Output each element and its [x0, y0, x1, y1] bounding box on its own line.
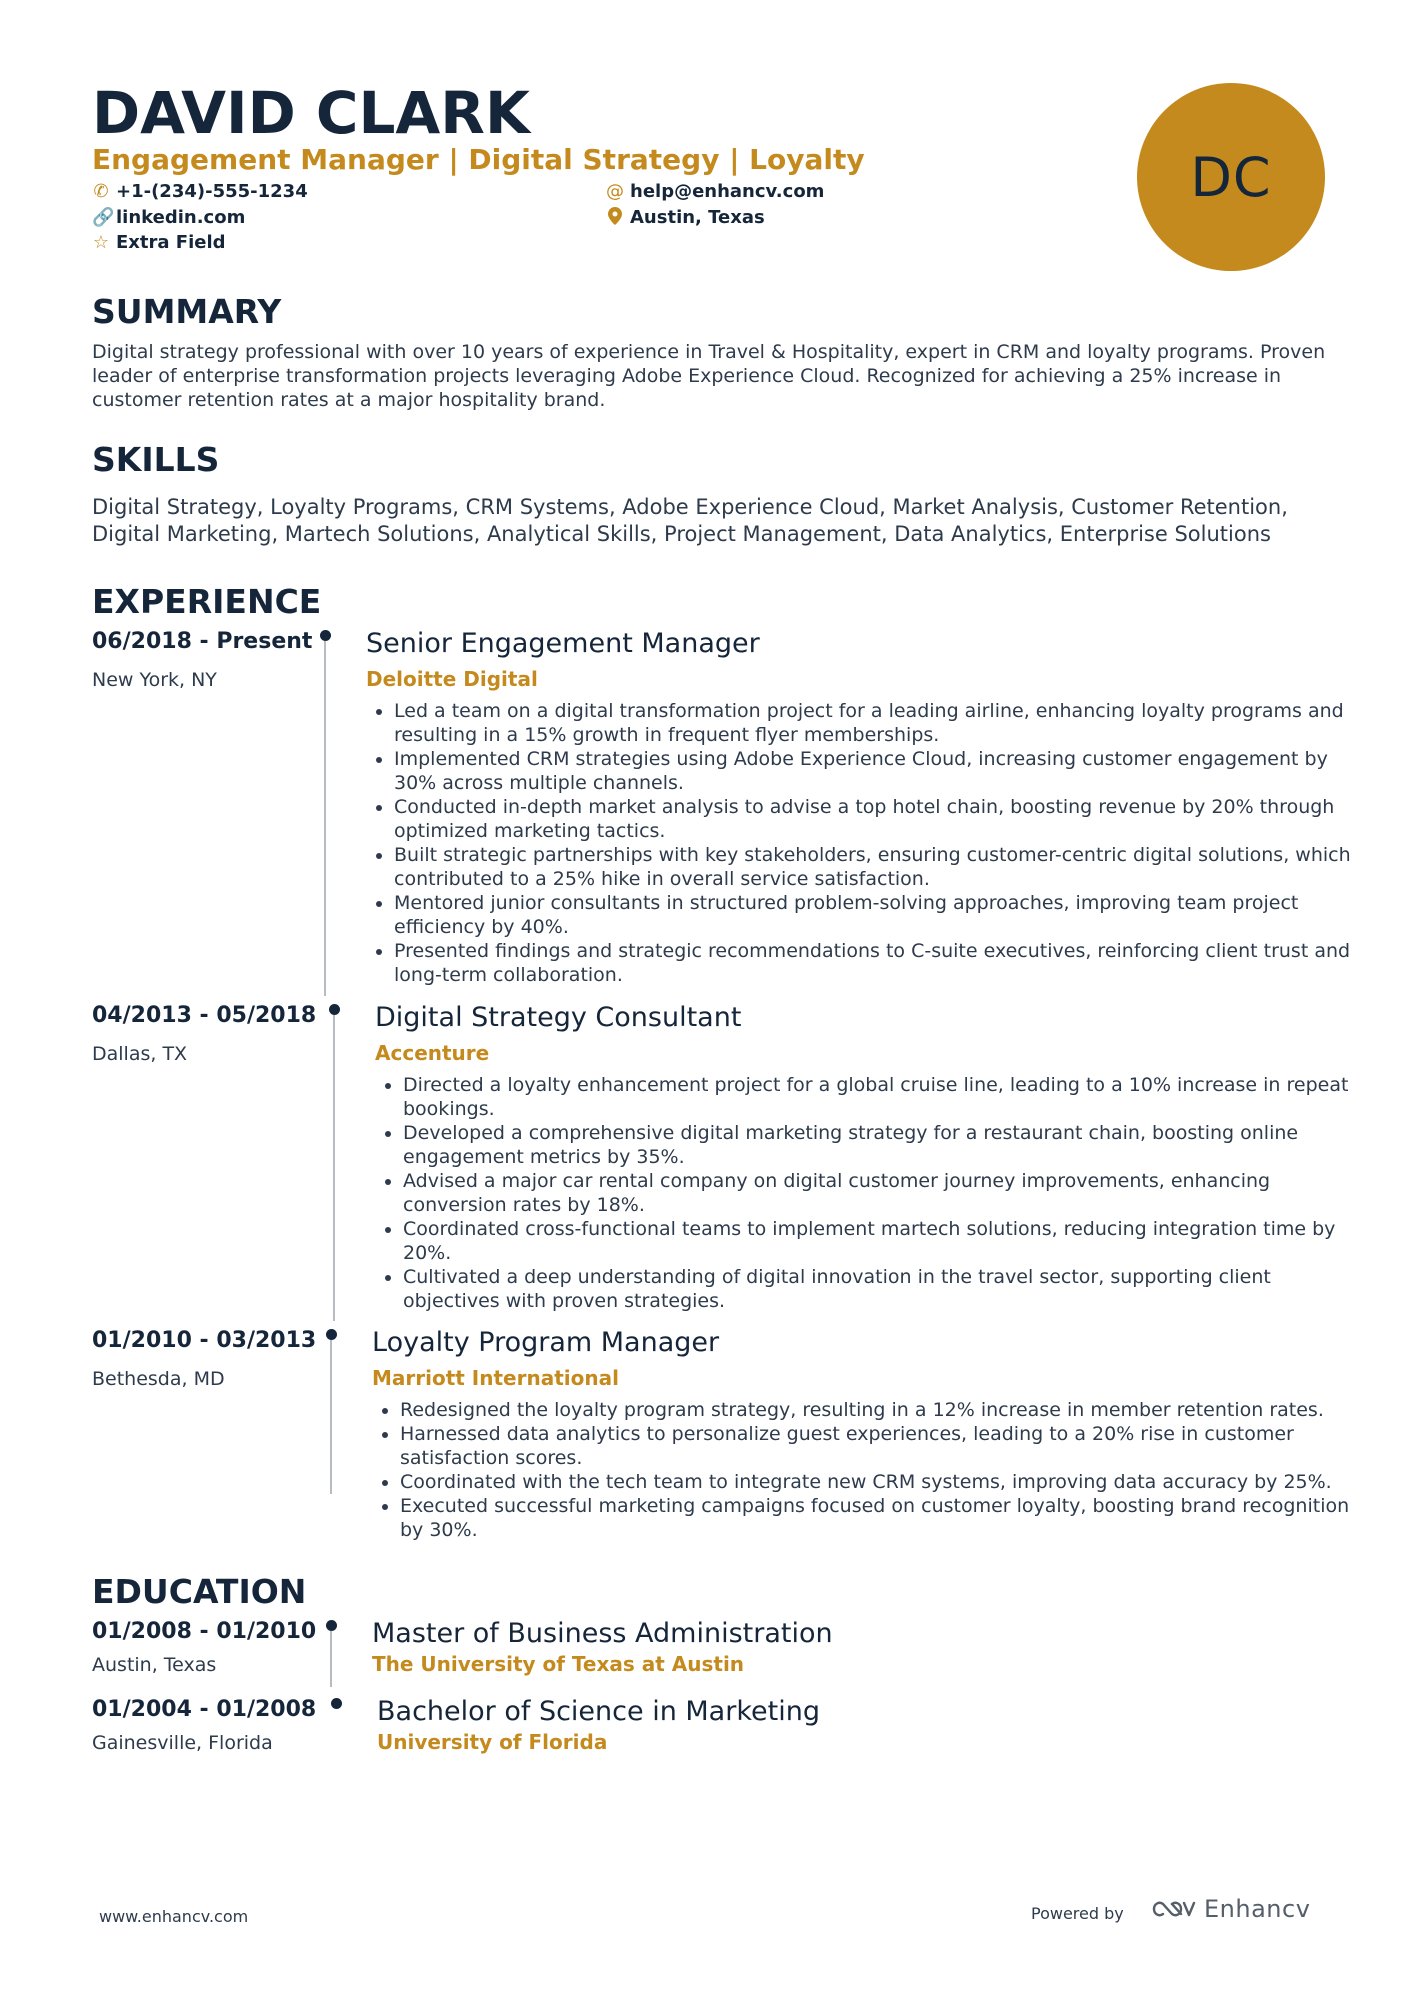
job-bullet: • Mentored junior consultants in structured problem-solving approaches, improving team project efficiency by 40%. — [394, 891, 1360, 939]
job-bullet: • Developed a comprehensive digital marketing strategy for a restaurant chain, boosting online engagement metrics by 35%. — [403, 1121, 1360, 1169]
contact-location — [606, 206, 765, 230]
job-bullet: • Harnessed data analytics to personalize guest experiences, leading to a 20% rise in customer satisfaction scores. — [400, 1422, 1360, 1470]
contact-email[interactable] — [606, 180, 824, 204]
job-bullet: • Cultivated a deep understanding of digital innovation in the travel sector, supporting client objectives with proven strategies. — [403, 1265, 1360, 1313]
job-role: Digital Strategy Consultant — [375, 1002, 742, 1033]
contact-extra — [92, 231, 226, 255]
education-school: The University of Texas at Austin — [372, 1652, 745, 1676]
experience-title: EXPERIENCE — [92, 582, 322, 621]
timeline-dot — [329, 1004, 340, 1015]
extra-text: Extra Field — [116, 232, 226, 253]
job-bullet: • Led a team on a digital transformation project for a leading airline, enhancing loyalty programs and resulting in a 15% growth in frequent flyer memberships. — [394, 699, 1360, 747]
link-icon: 🔗 — [92, 207, 115, 228]
job-bullet: • Implemented CRM strategies using Adobe Experience Cloud, increasing customer engagement by 30% across multiple channels. — [394, 747, 1360, 795]
linkedin-text: linkedin.com — [116, 207, 246, 228]
job-dates: 01/2010 - 03/2013 — [92, 1328, 317, 1353]
job-role: Senior Engagement Manager — [366, 628, 760, 659]
star-icon: ☆ — [92, 232, 110, 253]
timeline-line — [330, 1340, 332, 1494]
job-company: Accenture — [375, 1041, 490, 1065]
summary-title: SUMMARY — [92, 292, 282, 331]
avatar-initials: DC — [1190, 145, 1272, 209]
education-dates: 01/2004 - 01/2008 — [92, 1697, 317, 1722]
job-bullet: • Executed successful marketing campaigns focused on customer loyalty, boosting brand recognition by 30%. — [400, 1494, 1360, 1542]
avatar — [1137, 83, 1325, 271]
job-bullet: • Advised a major car rental company on digital customer journey improvements, enhancing conversion rates by 18%. — [403, 1169, 1360, 1217]
contact-linkedin[interactable] — [92, 206, 245, 230]
education-location: Austin, Texas — [92, 1654, 217, 1676]
job-company: Deloitte Digital — [366, 667, 538, 691]
candidate-name: DAVID CLARK — [92, 79, 530, 147]
education-title: EDUCATION — [92, 1572, 307, 1611]
candidate-headline: Engagement Manager | Digital Strategy | Loyalty — [92, 143, 865, 176]
timeline-dot — [326, 1620, 337, 1631]
skills-text: Digital Strategy, Loyalty Programs, CRM Systems, Adobe Experience Cloud, Market Analysis, Customer Retention, Digital Marketing, Martech Solutions, Analytical Skills, Project Management, Data Analytics, Enterprise Solutions — [92, 495, 1288, 546]
job-company: Marriott International — [372, 1366, 619, 1390]
job-bullets — [370, 699, 1360, 987]
summary-text: Digital strategy professional with over 10 years of experience in Travel & Hospitality, expert in CRM and loyalty programs. Proven leader of enterprise transformation projects leveraging Adobe Experience Cloud. Recognized for achieving a 25% increase in customer retention rates at a major hospitality brand. — [92, 341, 1326, 411]
timeline-dot — [326, 1329, 337, 1340]
contact-phone[interactable] — [92, 180, 308, 204]
timeline-line — [333, 1015, 335, 1321]
email-text: help@enhancv.com — [630, 181, 825, 202]
phone-text: +1-(234)-555-1234 — [116, 181, 308, 202]
education-degree: Master of Business Administration — [372, 1618, 833, 1649]
job-bullets — [379, 1073, 1360, 1313]
job-bullet: • Built strategic partnerships with key stakeholders, ensuring customer-centric digital solutions, which contributed to a 25% hike in overall service satisfaction. — [394, 843, 1360, 891]
enhancv-logo-icon — [1150, 1897, 1196, 1921]
timeline-line — [324, 641, 326, 996]
at-icon: @ — [606, 181, 624, 202]
job-bullet: • Directed a loyalty enhancement project for a global cruise line, leading to a 10% increase in repeat bookings. — [403, 1073, 1360, 1121]
education-dates: 01/2008 - 01/2010 — [92, 1619, 317, 1644]
skills-title: SKILLS — [92, 440, 220, 479]
timeline-dot — [320, 630, 331, 641]
job-bullet: • Conducted in-depth market analysis to advise a top hotel chain, boosting revenue by 20% through optimized marketing tactics. — [394, 795, 1360, 843]
location-pin-icon — [606, 206, 624, 230]
job-location: New York, NY — [92, 669, 217, 691]
job-bullets — [376, 1398, 1360, 1542]
education-school: University of Florida — [377, 1730, 608, 1754]
job-location: Bethesda, MD — [92, 1368, 225, 1390]
phone-icon: ✆ — [93, 181, 109, 202]
education-degree: Bachelor of Science in Marketing — [377, 1696, 820, 1727]
footer-brand-text: Enhancv — [1204, 1895, 1311, 1923]
job-bullet: • Coordinated cross-functional teams to implement martech solutions, reducing integration time by 20%. — [403, 1217, 1360, 1265]
job-bullet: • Presented findings and strategic recommendations to C-suite executives, reinforcing client trust and long-term collaboration. — [394, 939, 1360, 987]
footer-website-link[interactable]: www.enhancv.com — [99, 1907, 249, 1926]
job-dates: 06/2018 - Present — [92, 629, 313, 654]
job-dates: 04/2013 - 05/2018 — [92, 1003, 317, 1028]
job-bullet: • Coordinated with the tech team to integrate new CRM systems, improving data accuracy by 25%. — [400, 1470, 1360, 1494]
timeline-dot — [331, 1698, 342, 1709]
job-role: Loyalty Program Manager — [372, 1327, 720, 1358]
location-text: Austin, Texas — [630, 207, 765, 228]
education-location: Gainesville, Florida — [92, 1732, 273, 1754]
job-bullet: • Redesigned the loyalty program strategy, resulting in a 12% increase in member retention rates. — [400, 1398, 1360, 1422]
job-location: Dallas, TX — [92, 1043, 188, 1065]
footer-brand[interactable] — [1150, 1895, 1310, 1923]
timeline-line — [330, 1631, 332, 1687]
footer-powered-by: Powered by — [1031, 1904, 1124, 1923]
